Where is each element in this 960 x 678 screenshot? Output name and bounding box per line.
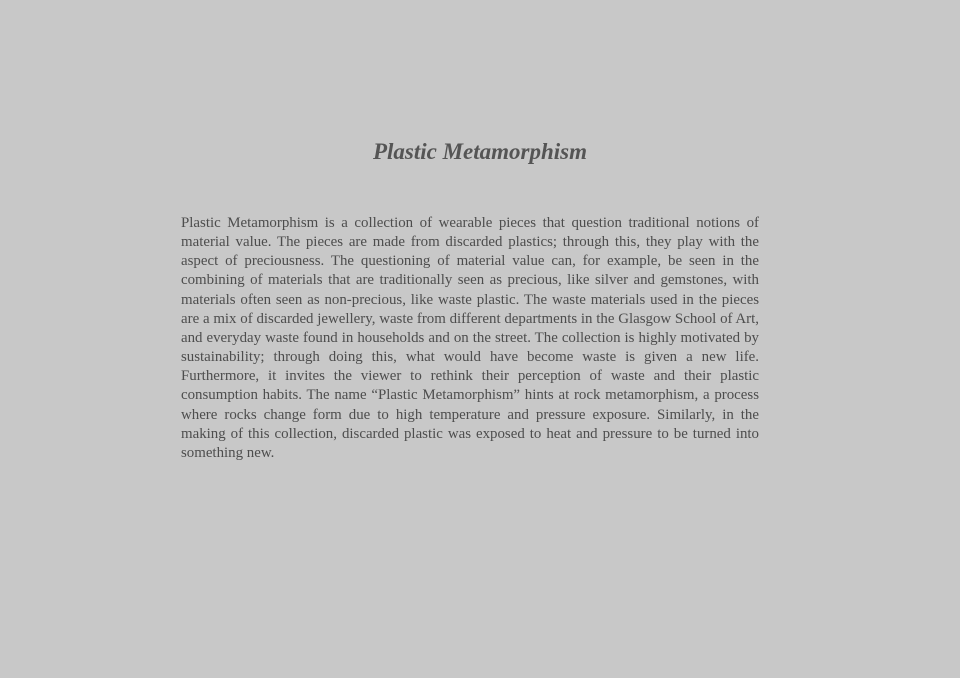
document-body-paragraph: Plastic Metamorphism is a collection of wearable pieces that question traditional notions of material value. The pieces are made from discarded plastics; through this, they play with the aspect of preciousness. The questioning of material value can, for example, be seen in the combining of materials that are traditionally seen as precious, like silver and gemstones, with materials often seen as non-precious, like waste plastic. The waste materials used in the pieces are a mix of discarded jewellery, waste from different departments in the Glasgow School of Art, and everyday waste found in households and on the street. The collection is highly motivated by sustainability; through doing this, what would have become waste is given a new life. Furthermore, it invites the viewer to rethink their perception of waste and their plastic consumption habits. The name “Plastic Metamorphism” hints at rock metamorphism, a process where rocks change form due to high temperature and pressure exposure. Similarly, in the making of this collection, discarded plastic was exposed to heat and pressure to be turned into something new. xyxy=(181,215,759,461)
document-title: Plastic Metamorphism xyxy=(372,139,588,164)
